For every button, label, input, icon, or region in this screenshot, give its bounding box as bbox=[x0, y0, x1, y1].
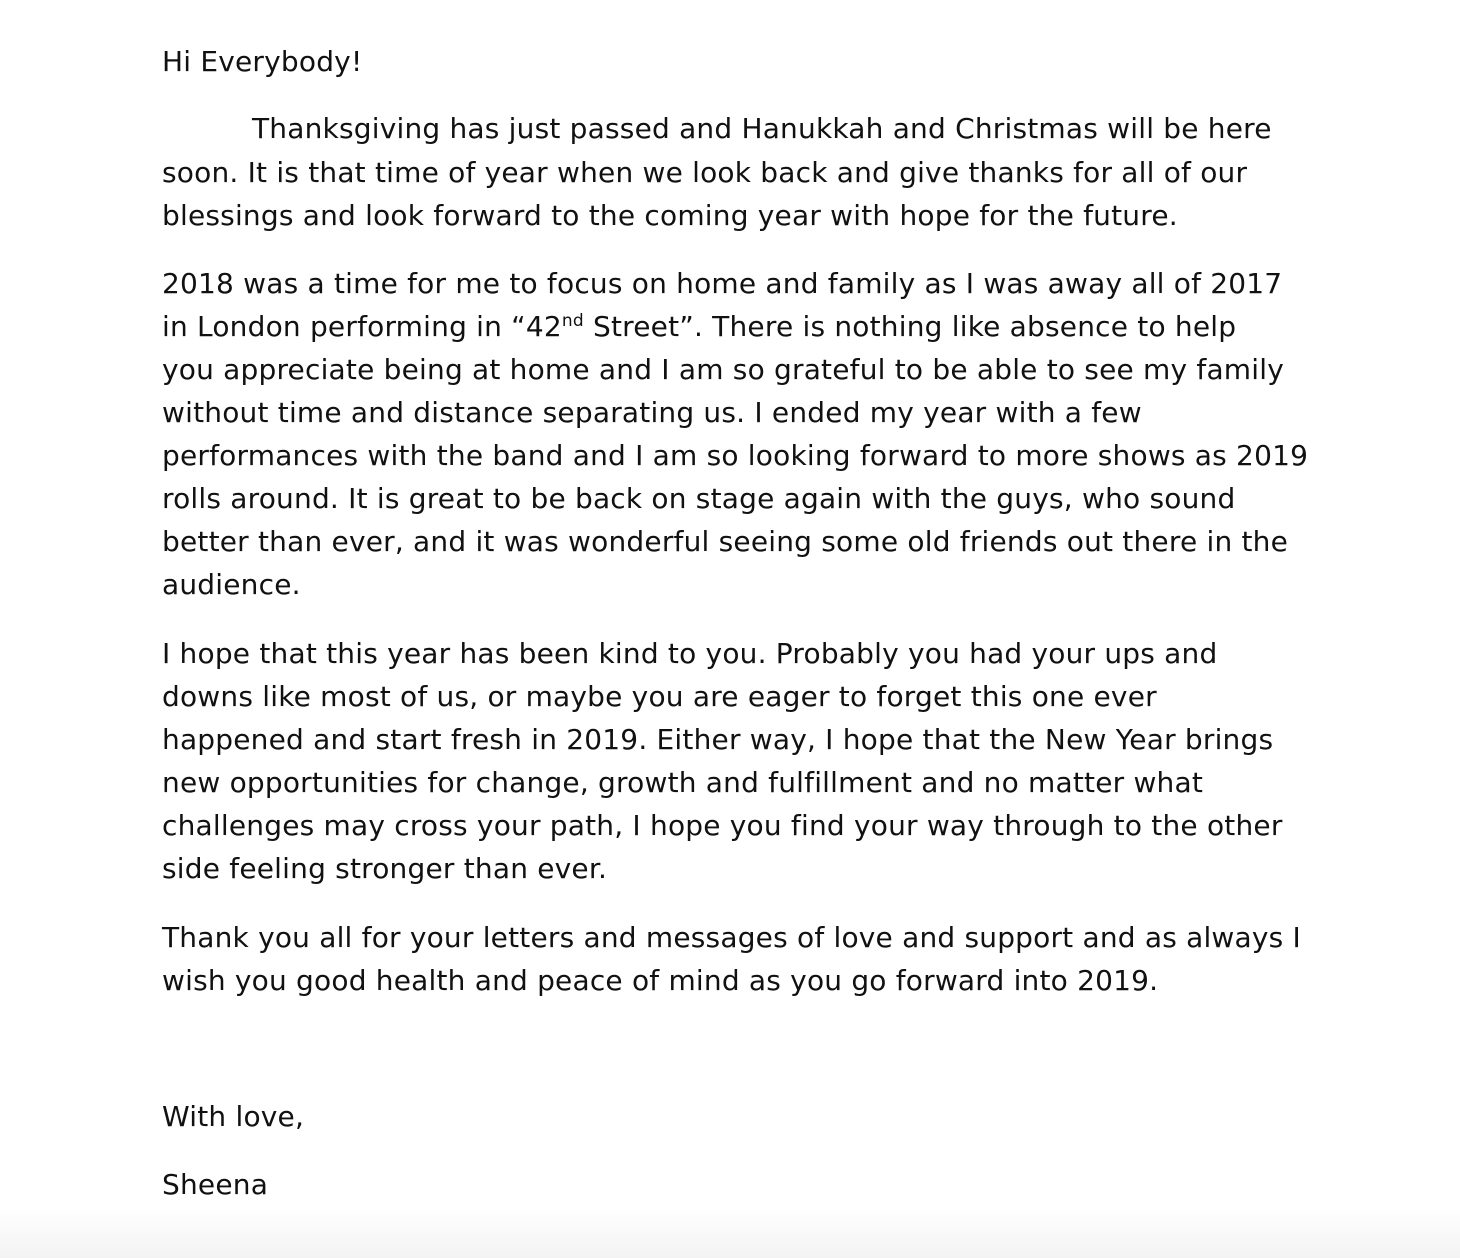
paragraph-2-line-6: rolls around. It is great to be back on stage again with the guys, who sound bbox=[162, 482, 1236, 515]
paragraph-2-line-7: better than ever, and it was wonderful seeing some old friends out there in the bbox=[162, 525, 1289, 558]
paragraph-2-line-4: without time and distance separating us. I ended my year with a few bbox=[162, 396, 1142, 429]
paragraph-3-line-5: challenges may cross your path, I hope you find your way through to the other bbox=[162, 809, 1283, 842]
closing: With love, bbox=[162, 1100, 305, 1133]
paragraph-1-line-3: blessings and look forward to the coming year with hope for the future. bbox=[162, 199, 1178, 232]
paragraph-1-line-1: Thanksgiving has just passed and Hanukkah and Christmas will be here bbox=[252, 112, 1272, 145]
paragraph-4-line-1: Thank you all for your letters and messages of love and support and as always I bbox=[162, 921, 1301, 954]
paragraph-3-line-2: downs like most of us, or maybe you are eager to forget this one ever bbox=[162, 680, 1157, 713]
paragraph-2-line-2-start: in London performing in “42 bbox=[162, 310, 562, 343]
paragraph-3-line-4: new opportunities for change, growth and fulfillment and no matter what bbox=[162, 766, 1204, 799]
paragraph-3-line-1: I hope that this year has been kind to you. Probably you had your ups and bbox=[162, 637, 1218, 670]
greeting: Hi Everybody! bbox=[162, 45, 363, 78]
signature: Sheena bbox=[162, 1168, 269, 1201]
paragraph-2-line-1: 2018 was a time for me to focus on home and family as I was away all of 2017 bbox=[162, 267, 1283, 300]
paragraph-3-line-3: happened and start fresh in 2019. Either way, I hope that the New Year brings bbox=[162, 723, 1274, 756]
paragraph-2-line-8: audience. bbox=[162, 568, 301, 601]
paragraph-2-line-5: performances with the band and I am so looking forward to more shows as 2019 bbox=[162, 439, 1309, 472]
paragraph-3-line-6: side feeling stronger than ever. bbox=[162, 852, 608, 885]
paragraph-2-line-3: you appreciate being at home and I am so grateful to be able to see my family bbox=[162, 353, 1285, 386]
page-bottom-shadow bbox=[0, 1208, 1460, 1258]
paragraph-2-line-2-end: Street”. There is nothing like absence to help bbox=[583, 310, 1237, 343]
paragraph-4-line-2: wish you good health and peace of mind as you go forward into 2019. bbox=[162, 964, 1159, 997]
paragraph-1-line-2: soon. It is that time of year when we look back and give thanks for all of our bbox=[162, 156, 1248, 189]
ordinal-suffix: nd bbox=[561, 311, 584, 331]
paragraph-2-line-2 bbox=[162, 305, 1236, 348]
